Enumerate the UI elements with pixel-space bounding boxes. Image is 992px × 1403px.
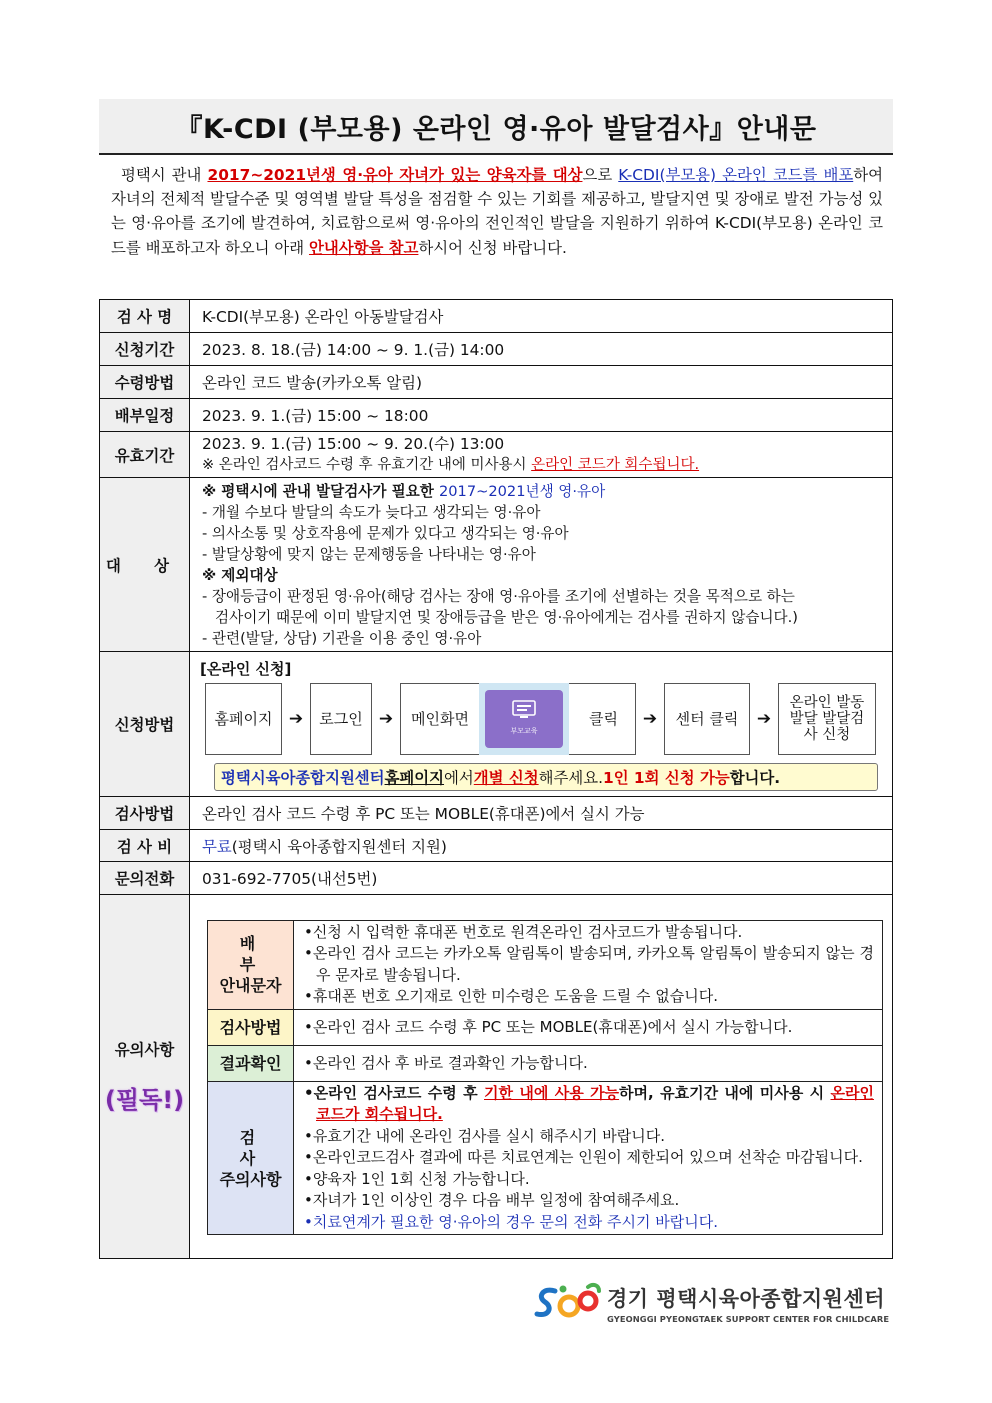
arrow-icon: ➔: [642, 708, 658, 729]
value-target: [190, 478, 893, 652]
row-target: [100, 478, 893, 652]
step-click-label: 클릭: [588, 709, 618, 728]
value-receive-method: 온라인 코드 발송(카카오톡 알림): [190, 366, 893, 399]
notes-row-caution: [208, 1081, 883, 1235]
value-notes: [190, 895, 893, 1259]
row-apply-period: [100, 333, 893, 366]
center-logo-icon: [533, 1281, 603, 1325]
valid-period-note: ※ 온라인 검사코드 수령 후 유효기간 내에 미사용시 온라인 코드가 회수됩니다.: [202, 456, 700, 473]
document-title: 『K-CDI (부모용) 온라인 영·유아 발달검사』안내문: [99, 99, 893, 155]
row-notes: [100, 895, 893, 1259]
step-homepage: 홈페이지: [205, 683, 282, 755]
step-main-label: 메인화면: [411, 709, 469, 728]
label-apply-period: 신청기간: [100, 333, 190, 366]
notes-row-method: [208, 1009, 883, 1045]
row-fee: [100, 830, 893, 862]
valid-period-dates: 2023. 9. 1.(금) 15:00 ~ 9. 20.(수) 13:00: [202, 434, 505, 453]
apply-sub-heading: [온라인 신청]: [200, 659, 292, 678]
monitor-icon: [511, 699, 537, 721]
value-distribution-date: 2023. 9. 1.(금) 15:00 ~ 18:00: [190, 399, 893, 432]
value-test-name: K-CDI(부모용) 온라인 아동발달검사: [190, 300, 893, 333]
parent-education-caption: 부모교육: [510, 726, 538, 735]
step-online-apply: 온라인 발동발달 발달검사 신청: [778, 683, 876, 755]
step-center-click: 센터 클릭: [664, 683, 750, 755]
label-apply-method: 신청방법: [100, 652, 190, 797]
footer-org-korean: 경기 평택시육아종합지원센터: [607, 1286, 886, 1311]
label-receive-method: 수령방법: [100, 366, 190, 399]
step-login: 로그인: [310, 683, 372, 755]
label-distribution-date: 배부일정: [100, 399, 190, 432]
row-phone: [100, 862, 893, 895]
label-test-method: 검사방법: [100, 797, 190, 830]
row-valid-period: [100, 432, 893, 478]
exclusion-item: - 관련(발달, 상담) 기관을 이용 중인 영·유아: [202, 629, 482, 647]
notes-row-sms: [208, 920, 883, 1009]
value-test-method: 온라인 검사 코드 수령 후 PC 또는 MOBLE(휴대폰)에서 실시 가능: [190, 797, 893, 830]
target-item: - 개월 수보다 발달의 속도가 늦다고 생각되는 영·유아: [202, 503, 541, 521]
notes-content-result: •온라인 검사 후 바로 결과확인 가능합니다.: [294, 1045, 883, 1081]
arrow-icon: ➔: [288, 708, 304, 729]
label-notes: 유의사항 (필독!): [100, 895, 190, 1259]
label-valid-period: 유효기간: [100, 432, 190, 478]
row-test-name: [100, 300, 893, 333]
label-target: 대 상: [100, 478, 190, 652]
step-main-screen: [400, 683, 636, 755]
target-head: ※ 평택시에 관내 발달검사가 필요한 2017~2021년생 영·유아: [202, 482, 606, 500]
apply-flow: [205, 683, 892, 755]
apply-notice-bar: 평택시육아종합지원센터 홈페이지 에서 개별 신청 해주세요. 1인 1회 신청 가능 합니다.: [214, 763, 878, 791]
row-distribution-date: [100, 399, 893, 432]
row-apply-method: [100, 652, 893, 797]
value-phone: 031-692-7705(내선5번): [190, 862, 893, 895]
exclusion-item: - 장애등급이 판정된 영·유아(해당 검사는 장애 영·유아를 조기에 선별하는 것을 목적으로 하는: [202, 587, 795, 605]
row-receive-method: [100, 366, 893, 399]
info-table: [99, 299, 893, 1259]
notes-row-result: [208, 1045, 883, 1081]
notes-table: [207, 920, 883, 1236]
value-fee: 무료(평택시 육아종합지원센터 지원): [190, 830, 893, 862]
label-test-name: 검 사 명: [100, 300, 190, 333]
target-item: - 의사소통 및 상호작용에 문제가 있다고 생각되는 영·유아: [202, 524, 569, 542]
notes-head-sms: 배 부 안내문자: [208, 920, 294, 1009]
notes-content-caution: •온라인 검사코드 수령 후 기한 내에 사용 가능하며, 유효기간 내에 미사용 시 온라인 코드가 회수됩니다. •유효기간 내에 온라인 검사를 실시 해주시기 바랍니다. •온라인코드검사 결과에 따른 치료연계는 인원이 제한되어 있으며 선착순 마감됩니다. •양육자 1인 1회 신청 가능합니다. •자녀가 1인 이상인 경우 다음 배부 일정에 참여해주세요. •치료연계가 필요한 영·유아의 경우 문의 전화 주시기 바랍니다.: [294, 1081, 883, 1235]
value-apply-period: 2023. 8. 18.(금) 14:00 ~ 9. 1.(금) 14:00: [190, 333, 893, 366]
value-apply-method: [190, 652, 893, 797]
notes-head-caution: 검 사 주의사항: [208, 1081, 294, 1235]
notes-head-method: 검사방법: [208, 1009, 294, 1045]
intro-paragraph: 평택시 관내 2017~2021년생 영·유아 자녀가 있는 양육자를 대상으로 K-CDI(부모용) 온라인 코드를 배포하여 자녀의 전체적 발달수준 및 영역별 발달 특성을 점검할 수 있는 기회를 제공하고, 발달지연 및 장애로 발전 가능성 있는 영·유아를 조기에 발견하여, 치료함으로써 영·유아의 전인적인 발달을 지원하기 위하여 K-CDI(부모용) 온라인 코드를 배포하고자 하오니 아래 안내사항을 참고하시어 신청 바랍니다.: [111, 166, 883, 257]
exclusion-head: ※ 제외대상: [202, 566, 278, 584]
value-valid-period: [190, 432, 893, 478]
label-fee: 검 사 비: [100, 830, 190, 862]
notes-head-result: 결과확인: [208, 1045, 294, 1081]
target-item: - 발달상황에 맞지 않는 문제행동을 나타내는 영·유아: [202, 545, 536, 563]
notes-content-sms: •신청 시 입력한 휴대폰 번호로 원격온라인 검사코드가 발송됩니다. •온라인 검사 코드는 카카오톡 알림톡이 발송되며, 카카오톡 알림톡이 발송되지 않는 경우 문자로 발송됩니다. •휴대폰 번호 오기재로 인한 미수령은 도움을 드릴 수 없습니다.: [294, 920, 883, 1009]
footer-logo: [533, 1281, 893, 1325]
label-phone: 문의전화: [100, 862, 190, 895]
footer-org-english: GYEONGGI PYEONGTAEK SUPPORT CENTER FOR CHILDCARE: [607, 1313, 890, 1324]
parent-education-icon: [479, 683, 569, 755]
arrow-icon: ➔: [378, 708, 394, 729]
notes-content-method: •온라인 검사 코드 수령 후 PC 또는 MOBLE(휴대폰)에서 실시 가능합니다.: [294, 1009, 883, 1045]
exclusion-item-cont: 검사이기 때문에 이미 발달지연 및 장애등급을 받은 영·유아에게는 검사를 권하지 않습니다.): [215, 608, 798, 626]
must-read-badge: (필독!): [104, 1086, 185, 1114]
arrow-icon: ➔: [756, 708, 772, 729]
row-test-method: [100, 797, 893, 830]
parent-education-button: [485, 690, 563, 748]
caution-first: •온라인 검사코드 수령 후 기한 내에 사용 가능하며, 유효기간 내에 미사용 시 온라인 코드가 회수됩니다.: [304, 1083, 874, 1124]
